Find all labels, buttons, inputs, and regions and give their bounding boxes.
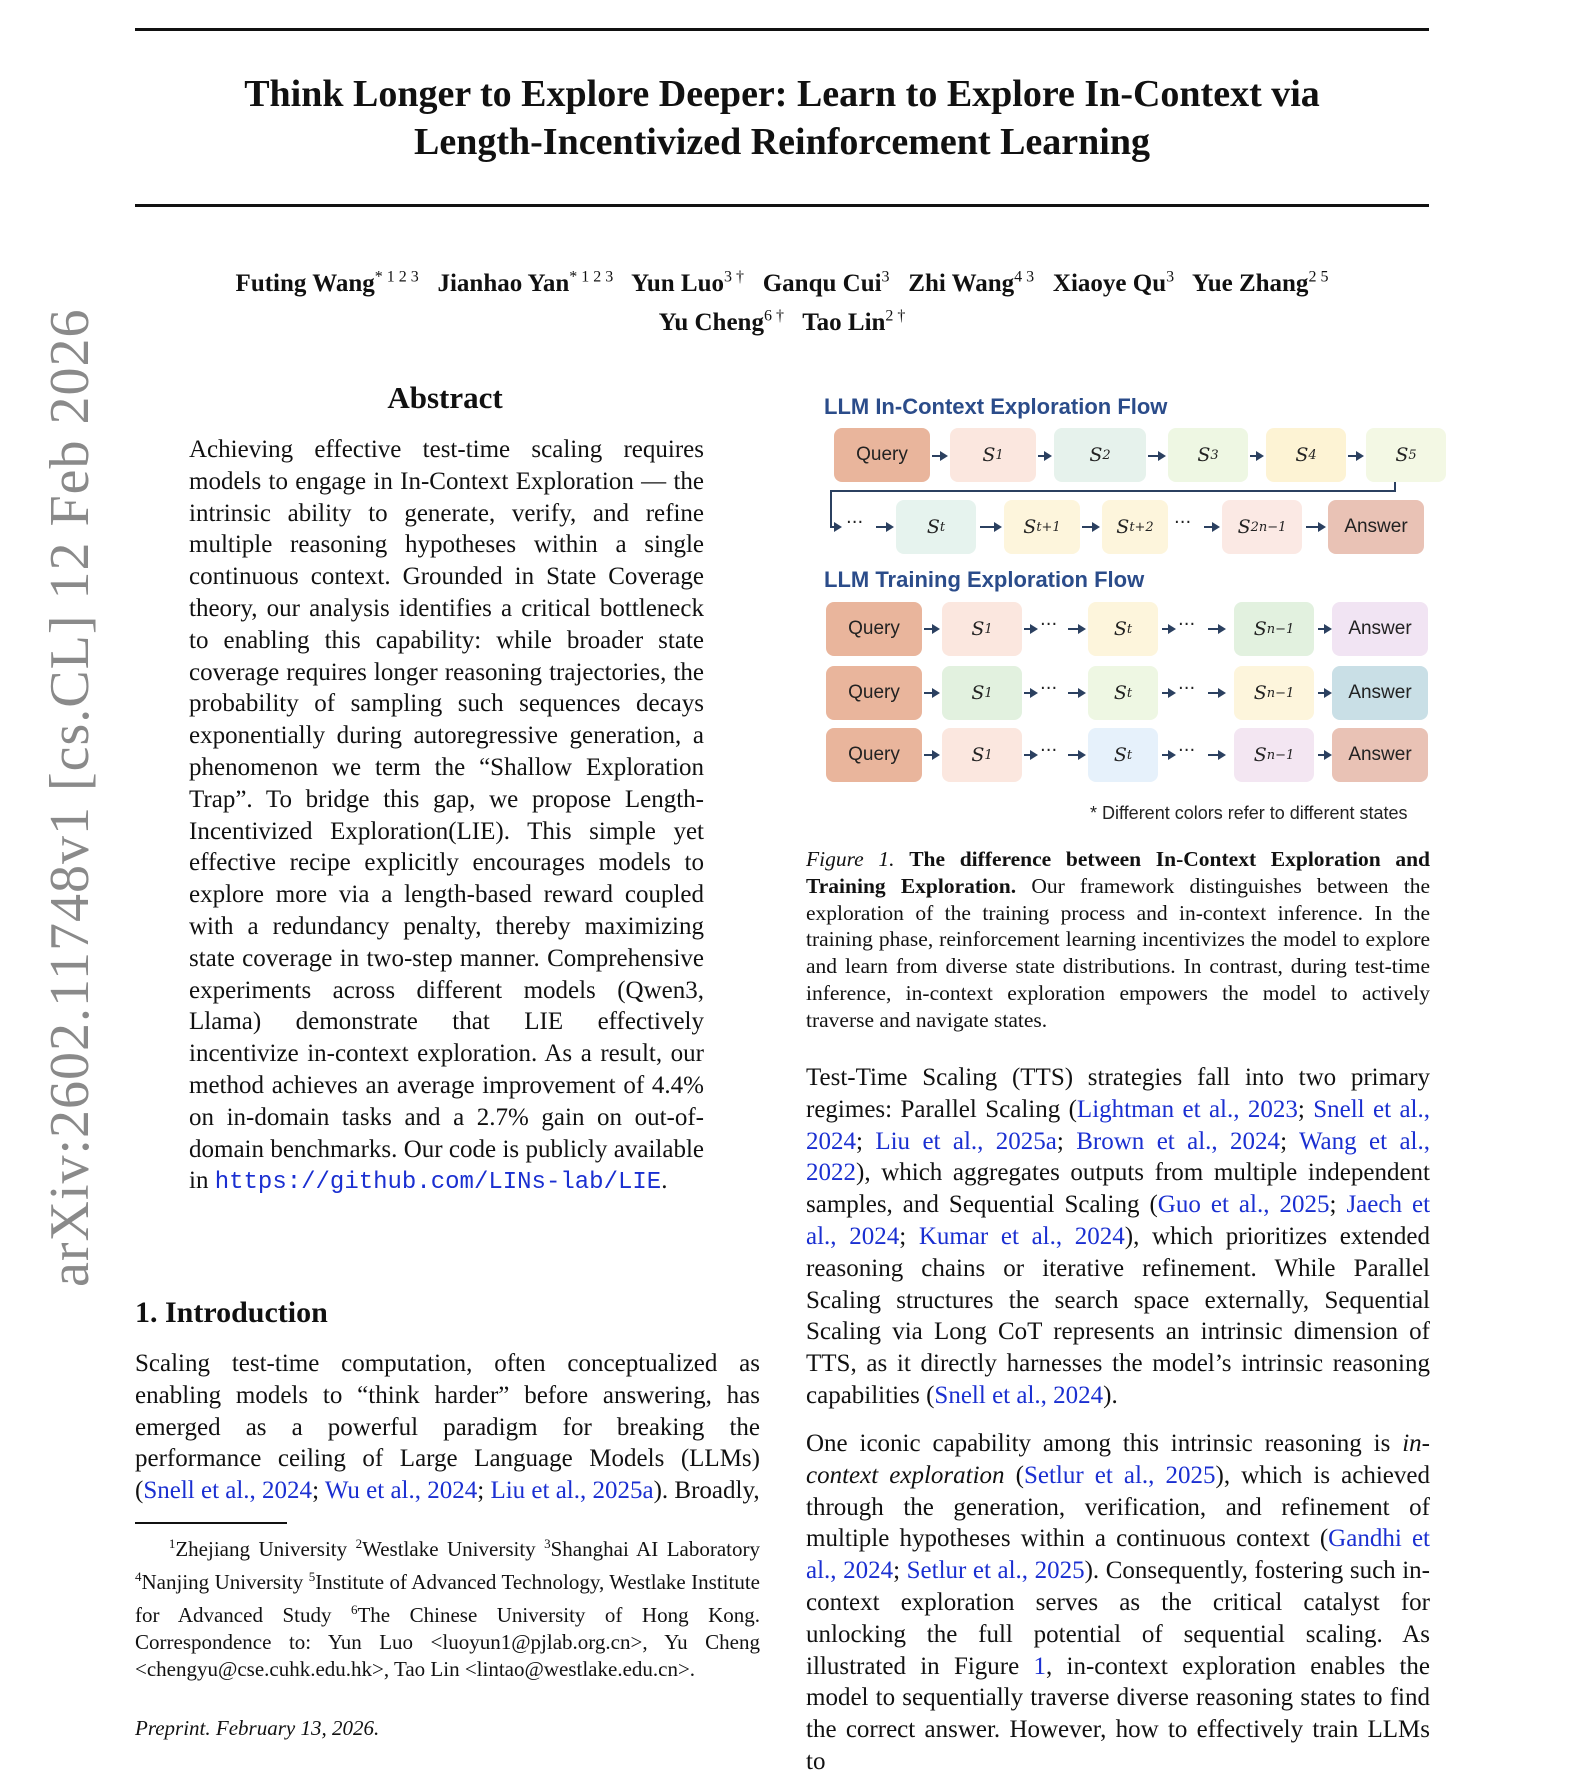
citation-link[interactable]: Wu et al., 2024 <box>324 1477 478 1505</box>
arrow-icon <box>1024 628 1036 630</box>
citation-link[interactable]: Brown et al., 2024 <box>1076 1127 1281 1155</box>
text: ). Consequently, fostering such in-context exploration serves as the critical catalyst for unlocking the full potential of sequential scaling. As illustrated in Figure <box>806 1557 1430 1680</box>
title-line-2: Length-Incentivized Reinforcement Learning <box>414 121 1150 163</box>
text: ). <box>1103 1381 1118 1409</box>
citation-link[interactable]: Snell et al., 2024 <box>934 1381 1104 1409</box>
state-sn-minus-1: S n−1 <box>1234 666 1314 720</box>
exploration-paragraph <box>806 1428 1430 1778</box>
arrow-icon <box>1250 455 1262 457</box>
section-heading-introduction: 1. Introduction <box>135 1296 328 1329</box>
text: ; <box>1329 1191 1347 1219</box>
ellipsis-icon: ··· <box>1040 678 1058 699</box>
citation-link[interactable]: Wang et al., 2022 <box>806 1127 1431 1187</box>
author: Ganqu Cui$^3$ <box>762 269 890 298</box>
state-s1: S 1 <box>942 602 1022 656</box>
citation-link[interactable]: Guo et al., 2025 <box>1157 1191 1330 1219</box>
state-sn-minus-1: S n−1 <box>1234 728 1314 782</box>
author: Jianhao Yan$^{* 1 2 3}$ <box>437 269 614 298</box>
author: Zhi Wang$^{4 3}$ <box>908 269 1035 298</box>
arrow-icon <box>1204 526 1218 528</box>
arrow-icon <box>1306 526 1324 528</box>
arrow-icon <box>1068 754 1084 756</box>
arrow-icon <box>1082 526 1098 528</box>
paper-title <box>135 70 1429 166</box>
ellipsis-icon: ··· <box>1178 740 1196 761</box>
state-s1: S 1 <box>942 666 1022 720</box>
abstract-period: . <box>661 1167 668 1195</box>
author-line-1 <box>135 262 1429 300</box>
text: ; <box>312 1477 325 1505</box>
citation-link[interactable]: Snell et al., 2024 <box>143 1477 313 1505</box>
text: ; <box>1297 1095 1314 1123</box>
query-box: Query <box>834 428 930 482</box>
author: Yue Zhang$^{2 5}$ <box>1191 269 1329 298</box>
citation-link[interactable]: Snell et al., 2024 <box>806 1095 1430 1155</box>
text: One iconic capability among this intrinsic reasoning is <box>806 1430 1403 1457</box>
arrow-icon <box>1208 628 1224 630</box>
connector-line <box>830 490 1396 492</box>
arxiv-watermark: arXiv:2602.11748v1 [cs.CL] 12 Feb 2026 <box>39 308 101 1287</box>
arrow-icon <box>1318 754 1330 756</box>
state-s1: S 1 <box>942 728 1022 782</box>
ellipsis-icon: ··· <box>1040 740 1058 761</box>
arrow-icon <box>980 526 1000 528</box>
arrow-icon <box>1318 628 1330 630</box>
figure-reference-link[interactable]: 1 <box>1033 1652 1046 1680</box>
arrow-icon <box>1024 754 1036 756</box>
footnote-rule <box>135 1522 287 1524</box>
connector-line <box>830 490 832 528</box>
caption-label: Figure 1. <box>806 847 895 871</box>
arrow-icon <box>1148 455 1164 457</box>
text: ; <box>1280 1127 1299 1155</box>
figure-title-in-context: LLM In-Context Exploration Flow <box>824 394 1168 419</box>
state-s2: S 2 <box>1054 428 1146 482</box>
state-st: S t <box>896 500 976 554</box>
citation-link[interactable]: Setlur et al., 2025 <box>1023 1461 1216 1489</box>
author: Yu Cheng$^{6 \dagger}$ <box>658 307 784 336</box>
answer-box: Answer <box>1332 602 1428 656</box>
author: Futing Wang$^{* 1 2 3}$ <box>235 269 419 298</box>
arrow-icon <box>1208 754 1224 756</box>
arrow-icon <box>924 754 938 756</box>
arrow-icon <box>1208 692 1224 694</box>
author: Yun Luo$^{3 \dagger}$ <box>631 269 744 298</box>
citation-link[interactable]: Gandhi et al., 2024 <box>806 1525 1430 1585</box>
state-s1: S 1 <box>950 428 1036 482</box>
text: ), which prioritizes extended reasoning chains or iterative refinement. While Parallel Scaling structures the search space externally, Sequential Scaling via Long CoT represents an intrinsic dimension of TTS, as it directly harnesses the model’s intrinsic reasoning capabilities ( <box>806 1222 1430 1409</box>
arrow-icon <box>924 692 938 694</box>
top-rule <box>135 28 1429 31</box>
arrow-icon <box>1162 754 1174 756</box>
text: ; <box>893 1557 907 1585</box>
ellipsis-icon: ··· <box>1174 512 1192 533</box>
preprint-note: Preprint. February 13, 2026. <box>135 1716 380 1740</box>
citation-link[interactable]: Lightman et al., 2023 <box>1076 1095 1298 1123</box>
state-s3: S 3 <box>1168 428 1248 482</box>
author: Xiaoye Qu$^3$ <box>1052 269 1175 298</box>
title-bottom-rule <box>135 204 1429 207</box>
state-st: S t <box>1088 602 1158 656</box>
query-box: Query <box>826 602 922 656</box>
ellipsis-icon: ··· <box>1178 678 1196 699</box>
code-link[interactable]: https://github.com/LINs-lab/LIE <box>214 1169 662 1197</box>
title-line-1: Think Longer to Explore Deeper: Learn to Explore In-Context via <box>244 73 1320 115</box>
text: ; <box>477 1477 491 1505</box>
citation-link[interactable]: Liu et al., 2025a <box>875 1127 1057 1155</box>
caption-bold: The difference between In-Context Exploration and Training Exploration. <box>806 847 1431 898</box>
state-st-plus-1: S t+1 <box>1004 500 1080 554</box>
tts-paragraph <box>806 1062 1430 1412</box>
author-list <box>135 262 1429 339</box>
arrow-icon <box>1318 692 1330 694</box>
text: ; <box>856 1127 876 1155</box>
answer-box: Answer <box>1332 728 1428 782</box>
arrow-icon <box>832 526 840 528</box>
arrow-icon <box>876 526 892 528</box>
text: ; <box>899 1222 919 1250</box>
state-s2n-minus-1: S 2n−1 <box>1222 500 1302 554</box>
abstract-body <box>189 434 704 1199</box>
arrow-icon <box>1162 628 1174 630</box>
arrow-icon <box>1162 692 1174 694</box>
answer-box: Answer <box>1328 500 1424 554</box>
citation-link[interactable]: Setlur et al., 2025 <box>906 1557 1085 1585</box>
text: ), which is achieved through the generation, verification, and refinement of multiple hypotheses within a continuous context ( <box>806 1461 1430 1553</box>
emphasis: in-context exploration <box>806 1430 1430 1489</box>
figure-caption <box>806 846 1430 1034</box>
arrow-icon <box>932 455 946 457</box>
ellipsis-icon: ··· <box>846 512 864 533</box>
author: Tao Lin$^{2 \dagger}$ <box>802 307 906 336</box>
text: ). Broadly, <box>653 1477 760 1505</box>
text: Test-Time Scaling (TTS) strategies fall into two primary regimes: Parallel Scaling ( <box>806 1064 1430 1123</box>
figure-title-training: LLM Training Exploration Flow <box>824 567 1145 592</box>
arrow-icon <box>1038 455 1050 457</box>
abstract-text: Achieving effective test-time scaling requires models to engage in In-Context Exploration — the intrinsic ability to generate, verify, and refine multiple reasoning hypotheses within a single continuous context. Grounded in State Coverage theory, our analysis identifies a critical bottleneck to enabling this capability: while broader state coverage requires longer reasoning trajectories, the probability of sampling such sequences decays exponentially during autoregressive generation, a phenomenon we term the “Shallow Exploration Trap”. To bridge this gap, we propose Length-Incentivized Exploration(LIE). This simple yet effective recipe explicitly encourages models to explore more via a length-based reward coupled with a redundancy penalty, thereby maximizing state coverage in two-step manner. Comprehensive experiments across different models (Qwen3, Llama) demonstrate that LIE effectively incentivize in-context exploration. As a result, our method achieves an average improvement of 4.4% on in-domain tasks and a 2.7% gain on out-of-domain benchmarks. Our code is publicly available in <box>189 436 704 1195</box>
caption-text: Our framework distinguishes between the exploration of the training process and in-context inference. In the training phase, reinforcement learning incentivizes the model to explore and learn from diverse state distributions. In contrast, during test-time inference, in-context exploration empowers the model to actively traverse and navigate states. <box>806 873 1430 1032</box>
arrow-icon <box>1068 692 1084 694</box>
arrow-icon <box>1024 692 1036 694</box>
intro-paragraph <box>135 1348 760 1507</box>
text: ), which aggregates outputs from multiple independent samples, and Sequential Scaling ( <box>806 1159 1430 1219</box>
state-st-plus-2: S t+2 <box>1102 500 1168 554</box>
answer-box: Answer <box>1332 666 1428 720</box>
state-s4: S 4 <box>1266 428 1346 482</box>
citation-link[interactable]: Liu et al., 2025a <box>490 1477 654 1505</box>
text: ( <box>1004 1461 1024 1489</box>
author-line-2 <box>135 300 1429 338</box>
query-box: Query <box>826 666 922 720</box>
text: Scaling test-time computation, often conceptualized as enabling models to “think harder” before answering, has emerged as a powerful paradigm for breaking the performance ceiling of Large Language Models (LLMs) ( <box>135 1350 760 1505</box>
text: , in-context exploration enables the model to sequentially traverse diverse reasoning states to find the correct answer. However, how to effectively train LLMs to <box>806 1652 1430 1775</box>
state-sn-minus-1: S n−1 <box>1234 602 1314 656</box>
affiliations-footnote: $^1$Zhejiang University $^2$Westlake University $^3$Shanghai AI Laboratory $^4$Nanjing University $^5$Institute of Advanced Technology, Westlake Institute for Advanced Study $^6$The Chinese University of Hong Kong. Correspondence to: Yun Luo <luoyun1@pjlab.org.cn>, Yu Cheng <chengyu@cse.cuhk.edu.hk>, Tao Lin <lintao@westlake.edu.cn>. <box>135 1536 760 1681</box>
citation-link[interactable]: Kumar et al., 2024 <box>918 1222 1125 1250</box>
arrow-icon <box>1348 455 1362 457</box>
figure-note: * Different colors refer to different states <box>1090 803 1408 823</box>
query-box: Query <box>826 728 922 782</box>
abstract-heading: Abstract <box>387 380 503 415</box>
ellipsis-icon: ··· <box>1178 614 1196 635</box>
text: ; <box>1056 1127 1077 1155</box>
citation-link[interactable]: Jaech et al., 2024 <box>806 1191 1431 1250</box>
state-st: S t <box>1088 666 1158 720</box>
state-s5: S 5 <box>1366 428 1446 482</box>
arrow-icon <box>924 628 938 630</box>
arrow-icon <box>1068 628 1084 630</box>
state-st: S t <box>1088 728 1158 782</box>
ellipsis-icon: ··· <box>1040 614 1058 635</box>
